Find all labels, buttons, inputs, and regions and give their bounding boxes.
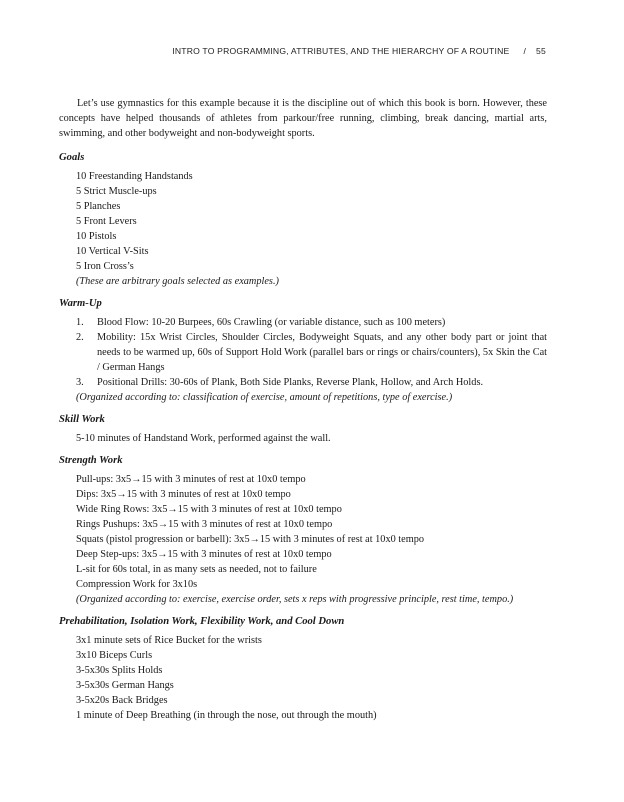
goal-item: 10 Freestanding Handstands — [76, 171, 193, 182]
warmup-item-text: Positional Drills: 30-60s of Plank, Both Side Planks, Reverse Plank, Hollow, and Arch Holds. — [97, 377, 484, 388]
goal-item: 5 Planches — [76, 201, 121, 212]
strength-item: Pull-ups: 3x5→15 with 3 minutes of rest at 10x0 tempo — [76, 474, 306, 485]
prehab-section — [59, 614, 547, 723]
skill-heading: Skill Work — [59, 414, 105, 425]
goals-note: (These are arbitrary goals selected as examples.) — [76, 276, 279, 287]
warmup-item-number: 1. — [76, 317, 84, 328]
prehab-item: 1 minute of Deep Breathing (in through the nose, out through the mouth) — [76, 710, 377, 721]
page-number: 55 — [536, 46, 546, 56]
goal-item: 10 Vertical V-Sits — [76, 246, 149, 257]
strength-item: L-sit for 60s total, in as many sets as needed, not to failure — [76, 564, 317, 575]
strength-list — [76, 472, 547, 607]
page-body — [59, 96, 547, 730]
goal-item: 10 Pistols — [76, 231, 117, 242]
warmup-item-number: 2. — [76, 332, 84, 343]
warmup-item — [76, 375, 547, 390]
warmup-item — [76, 315, 547, 330]
warmup-item-number: 3. — [76, 377, 84, 388]
strength-item: Dips: 3x5→15 with 3 minutes of rest at 10x0 tempo — [76, 489, 291, 500]
skill-list — [76, 431, 547, 446]
warmup-heading: Warm-Up — [59, 298, 102, 309]
running-title: INTRO TO PROGRAMMING, ATTRIBUTES, AND THE HIERARCHY OF A ROUTINE — [172, 46, 510, 56]
goal-item: 5 Strict Muscle-ups — [76, 186, 157, 197]
prehab-item: 3x1 minute sets of Rice Bucket for the wrists — [76, 635, 262, 646]
goals-list — [76, 169, 547, 289]
skill-section — [59, 412, 547, 446]
strength-item: Deep Step-ups: 3x5→15 with 3 minutes of rest at 10x0 tempo — [76, 549, 332, 560]
goals-section — [59, 150, 547, 289]
warmup-item-text: Mobility: 15x Wrist Circles, Shoulder Circles, Bodyweight Squats, and any other body part or joint that needs to be warmed up, 60s of Support Hold Work (parallel bars or rings or chairs/counters), 5x Skin the Cat / German Hangs — [97, 332, 547, 373]
goal-item: 5 Front Levers — [76, 216, 137, 227]
goal-item: 5 Iron Cross’s — [76, 261, 134, 272]
warmup-section — [59, 296, 547, 405]
intro-paragraph: Let’s use gymnastics for this example because it is the discipline out of which this book is born. However, these concepts have helped thousands of athletes from parkour/free running, climbing, break dancing, martial arts, swimming, and other bodyweight and non-bodyweight sports. — [59, 98, 547, 139]
strength-item: Squats (pistol progression or barbell): 3x5→15 with 3 minutes of rest at 10x0 tempo — [76, 534, 425, 545]
header-separator: / — [523, 46, 527, 56]
warmup-item — [76, 330, 547, 375]
strength-item: Rings Pushups: 3x5→15 with 3 minutes of rest at 10x0 tempo — [76, 519, 333, 530]
prehab-item: 3-5x20s Back Bridges — [76, 695, 168, 706]
strength-section — [59, 453, 547, 607]
strength-note: (Organized according to: exercise, exercise order, sets x reps with progressive principle, rest time, tempo.) — [76, 594, 514, 605]
strength-item: Compression Work for 3x10s — [76, 579, 198, 590]
warmup-note: (Organized according to: classification of exercise, amount of repetitions, type of exercise.) — [76, 392, 453, 403]
strength-item: Wide Ring Rows: 3x5→15 with 3 minutes of rest at 10x0 tempo — [76, 504, 342, 515]
strength-heading: Strength Work — [59, 455, 123, 466]
goals-heading: Goals — [59, 152, 85, 163]
warmup-item-text: Blood Flow: 10-20 Burpees, 60s Crawling (or variable distance, such as 100 meters) — [97, 317, 446, 328]
skill-item: 5-10 minutes of Handstand Work, performed against the wall. — [76, 433, 331, 444]
prehab-item: 3-5x30s German Hangs — [76, 680, 174, 691]
prehab-heading: Prehabilitation, Isolation Work, Flexibility Work, and Cool Down — [59, 616, 345, 627]
prehab-item: 3x10 Biceps Curls — [76, 650, 153, 661]
prehab-list — [76, 633, 547, 723]
prehab-item: 3-5x30s Splits Holds — [76, 665, 163, 676]
warmup-list — [76, 315, 547, 405]
running-header — [172, 46, 546, 56]
